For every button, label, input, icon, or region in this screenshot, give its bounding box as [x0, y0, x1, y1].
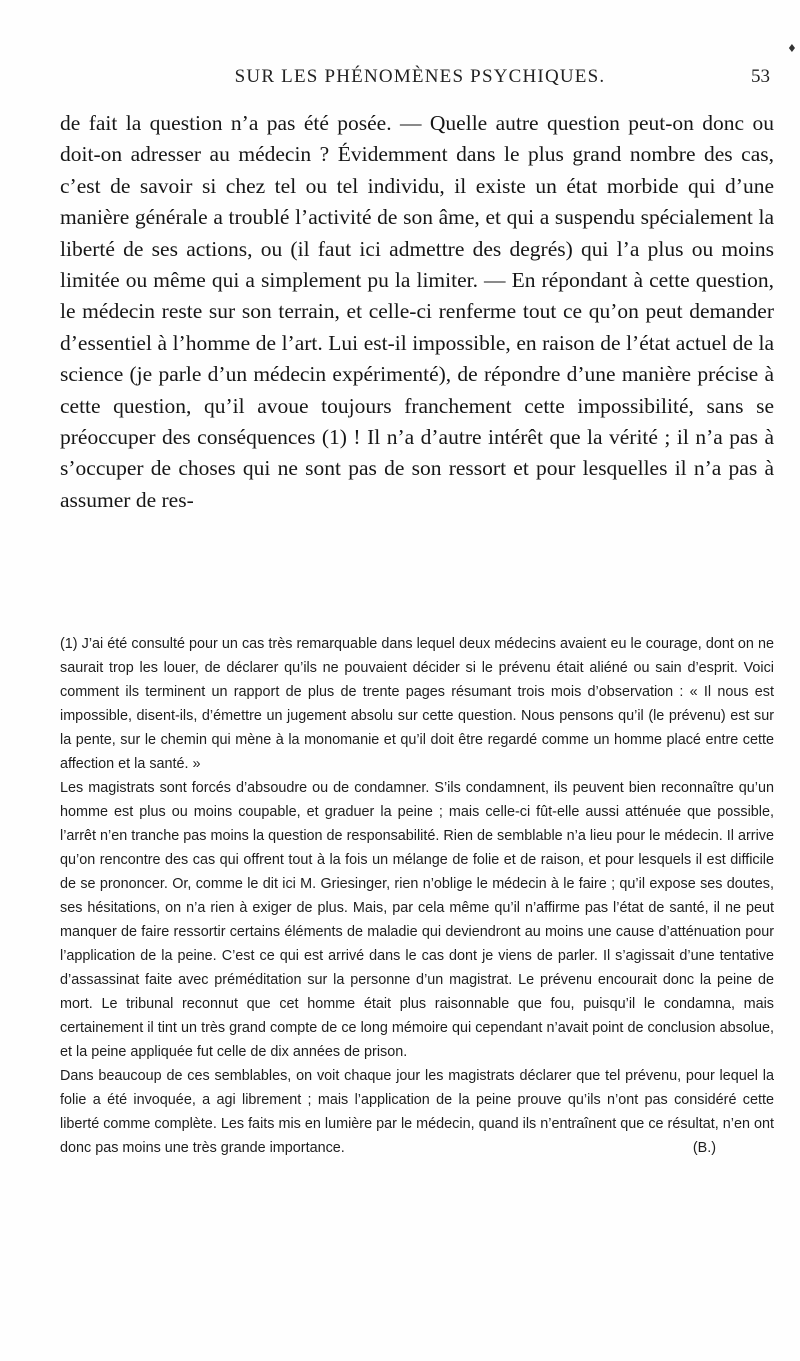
running-header [70, 66, 770, 92]
footnote-signature: (B.) [692, 1140, 716, 1156]
body-paragraph: de fait la question n’a pas été posée. — Quelle autre question peut-on donc ou doit-on adresser au médecin ? Évidemment dans le plus grand nombre des cas, c’est de savoir si chez tel ou tel individu, il existe un état morbide qui d’une manière générale a troublé l’activité de son âme, et qui a suspendu spécialement la liberté de ses actions, ou (il faut ici admettre des degrés) qui l’a plus ou moins limitée ou même qui a simplement pu la limiter. — En répondant à cette question, le médecin reste sur son terrain, et celle-ci renferme tout ce qu’on peut demander d’essentiel à l’homme de l’art. Lui est-il impossible, en raison de l’état actuel de la science (je parle d’un médecin expérimenté), de répondre d’une manière précise à cette question, qu’il avoue toujours franchement cette impossibilité, sans se préoccuper des conséquences (1) ! Il n’a d’autre intérêt que la vérité ; il n’a pas à s’occuper de choses qui ne sont pas de son ressort et pour lesquelles il n’a pas à assumer de res- [60, 111, 774, 512]
printer-mark: ♦ [787, 42, 797, 55]
footnote-paragraph-3 [60, 1064, 774, 1160]
page-number: 53 [751, 66, 770, 87]
running-title: SUR LES PHÉNOMÈNES PSYCHIQUES. [234, 66, 606, 87]
footnote-paragraph-2: Les magistrats sont forcés d’absoudre ou de condamner. S’ils condamnent, ils peuvent bien reconnaître qu’un homme est plus ou moins coupable, et graduer la peine ; mais celle-ci fût-elle aussi atténuée que possible, l’arrêt n’en tranche pas moins la question de responsabilité. Rien de semblable n’a lieu pour le médecin. Il arrive qu’on rencontre des cas qui offrent tout à la fois un mélange de folie et de raison, et pour lesquels il est difficile de se prononcer. Or, comme le dit ici M. Griesinger, rien n’oblige le médecin à le faire ; qu’il expose ses doutes, ses hésitations, on n’a rien à exiger de plus. Mais, par cela même qu’il n’affirme pas l’état de santé, il ne peut manquer de faire ressortir certains éléments de maladie qui deviendront au moins une cause d’atténuation pour l’application de la peine. C’est ce qui est arrivé dans le cas dont je viens de parler. Il s’agissait d’une tentative d’assassinat faite avec préméditation sur la personne d’un magistrat. Le prévenu encourait donc la peine de mort. Le tribunal reconnut que cet homme était plus raisonnable que fou, puisqu’il le condamna, mais certainement il tint un très grand compte de ce long mémoire qui cependant n’avait point de conclusion absolue, et la peine appliquée fut celle de dix années de prison. [60, 780, 774, 1060]
footnotes [60, 632, 774, 1160]
footnote-paragraph-3-text: Dans beaucoup de ces semblables, on voit chaque jour les magistrats déclarer que tel prévenu, pour lequel la folie a été invoquée, a agi librement ; mais l’application de la peine prouve qu’ils n’ont pas considéré cette liberté comme complète. Les faits mis en lumière par le médecin, quand ils n’entraînent que ce résultat, n’en ont donc pas moins une très grande importance. [60, 1068, 774, 1156]
footnote-1: (1) J’ai été consulté pour un cas très remarquable dans lequel deux médecins avaient eu le courage, dont on ne saurait trop les louer, de déclarer qu’ils ne pouvaient décider si le prévenu était aliéné ou sain d’esprit. Voici comment ils terminent un rapport de plus de trente pages résumant trois mois d’observation : « Il nous est impossible, disent-ils, d’émettre un jugement absolu sur cette question. Nous pensons qu’il (le prévenu) est sur la pente, sur le chemin qui mène à la monomanie et qu’il doit être regardé comme un homme placé entre cette affection et la santé. » [60, 636, 774, 772]
